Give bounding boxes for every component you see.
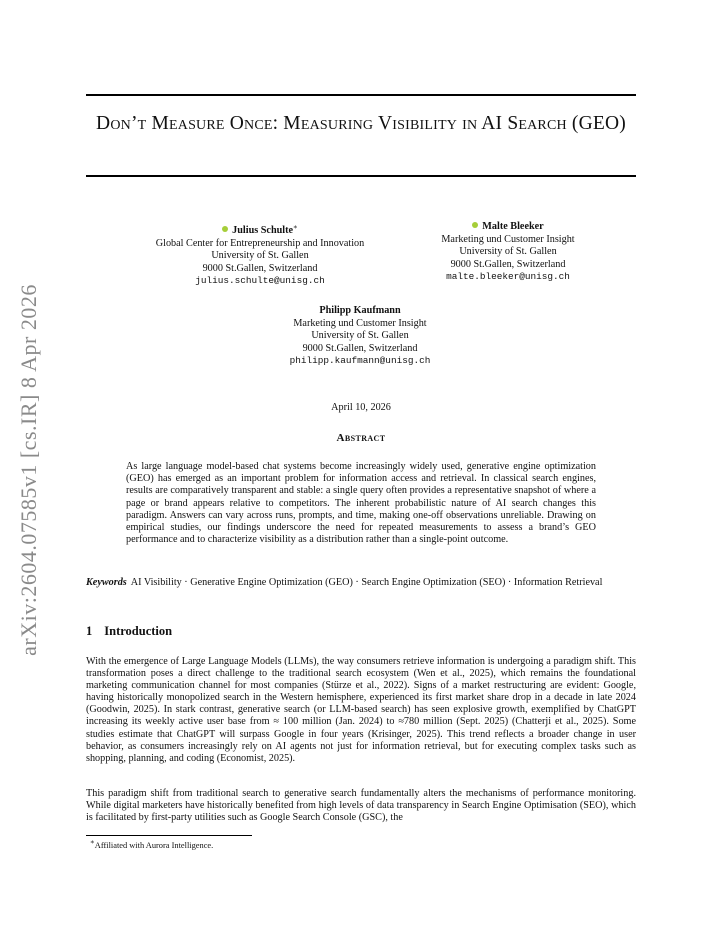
abstract-heading: Abstract bbox=[336, 432, 386, 444]
footnote bbox=[90, 838, 213, 850]
author-institution: University of St. Gallen bbox=[311, 330, 409, 342]
author-name: Julius Schulte bbox=[232, 225, 294, 236]
author-email[interactable]: malte.bleeker@unisg.ch bbox=[446, 271, 570, 283]
footnote-rule bbox=[86, 835, 252, 836]
orcid-icon bbox=[222, 226, 228, 232]
author-block-1 bbox=[120, 221, 400, 288]
author-city: 9000 St.Gallen, Switzerland bbox=[302, 342, 418, 354]
keywords-list: AI Visibility · Generative Engine Optimization (GEO) · Search Engine Optimization (SEO) · Information Retrieval bbox=[130, 577, 603, 588]
author-email[interactable]: julius.schulte@unisg.ch bbox=[195, 275, 325, 287]
author-name: Malte Bleeker bbox=[482, 221, 544, 232]
author-city: 9000 St.Gallen, Switzerland bbox=[450, 258, 566, 270]
keywords-label: Keywords bbox=[86, 577, 127, 588]
section-title: Introduction bbox=[104, 624, 173, 638]
author-footnote-marker: ∗ bbox=[293, 223, 298, 231]
author-email[interactable]: philipp.kaufmann@unisg.ch bbox=[289, 355, 431, 367]
author-block-2 bbox=[400, 221, 616, 284]
author-affiliation: Global Center for Entrepreneurship and Innovation bbox=[155, 237, 365, 249]
author-name-line bbox=[400, 221, 616, 234]
arxiv-identifier bbox=[14, 270, 44, 670]
arxiv-identifier-text: arXiv:2604.07585v1 [cs.IR] 8 Apr 2026 bbox=[16, 284, 41, 656]
title-rule-top bbox=[86, 94, 636, 96]
publication-date: April 10, 2026 bbox=[331, 402, 391, 413]
author-affiliation: Marketing und Customer Insight bbox=[441, 233, 575, 245]
paragraph: This paradigm shift from traditional search to generative search fundamentally alters the mechanisms of performance monitoring. While digital marketers have historically benefited from high levels of data transparency in Search Engine Optimisation (SEO), which is facilitated by first-party utilities such as Google Search Console (GSC), the bbox=[86, 788, 636, 824]
paragraph: With the emergence of Large Language Models (LLMs), the way consumers retrieve information is undergoing a paradigm shift. This transformation poses a direct challenge to the traditional search ecosystem (Wen et al., 2025), which remains the foundational marketing communication channel for most companies (Stürze et al., 2022). Signs of a market restructuring are evident: Google, having historically monopolized search in the Western hemisphere, experienced its first market share drop in a decade in late 2024 (Goodwin, 2025). In stark contrast, generative search (or LLM-based search) has seen explosive growth, exemplified by ChatGPT increasing its weekly active user base from ≈ 100 million (Jan. 2024) to ≈780 million (Sept. 2025) (Chatterji et al., 2025). Some studies estimate that ChatGPT will surpass Google in four years (Krisinger, 2025). This trend reflects a broader change in user behavior, as consumers increasingly rely on AI agents not just for information retrieval, but for executing complex tasks such as shopping, planning, and coding (Economist, 2025). bbox=[86, 656, 636, 764]
title-rule-bottom bbox=[86, 175, 636, 177]
author-block-3 bbox=[230, 305, 490, 368]
section-heading bbox=[86, 624, 172, 639]
author-name: Philipp Kaufmann bbox=[319, 305, 401, 316]
footnote-text: Affiliated with Aurora Intelligence. bbox=[94, 841, 214, 850]
section-number: 1 bbox=[86, 624, 93, 638]
footnote-marker: ∗ bbox=[90, 838, 95, 846]
author-institution: University of St. Gallen bbox=[459, 246, 557, 258]
paper-title: Don’t Measure Once: Measuring Visibility in AI Search (GEO) bbox=[96, 113, 626, 134]
author-institution: University of St. Gallen bbox=[211, 250, 309, 262]
author-name-line bbox=[120, 221, 400, 238]
abstract-text: As large language model-based chat systems become increasingly widely used, generative engine optimization (GEO) has emerged as an important problem for information access and retrieval. In classical search engines, results are comparatively transparent and stable: a single query often provides a representative snapshot of where a page or brand appears relative to competitors. The inherent probabilistic nature of AI search changes this paradigm. Answers can vary across runs, prompts, and time, making one-off observations unreliable. Drawing on empirical studies, our findings underscore the need for repeated measurements to assess a brand’s GEO performance and to characterize visibility as a distribution rather than a single-point outcome. bbox=[126, 461, 596, 546]
keywords bbox=[86, 577, 636, 589]
author-affiliation: Marketing und Customer Insight bbox=[293, 317, 427, 329]
orcid-icon bbox=[472, 222, 478, 228]
author-city: 9000 St.Gallen, Switzerland bbox=[202, 262, 318, 274]
